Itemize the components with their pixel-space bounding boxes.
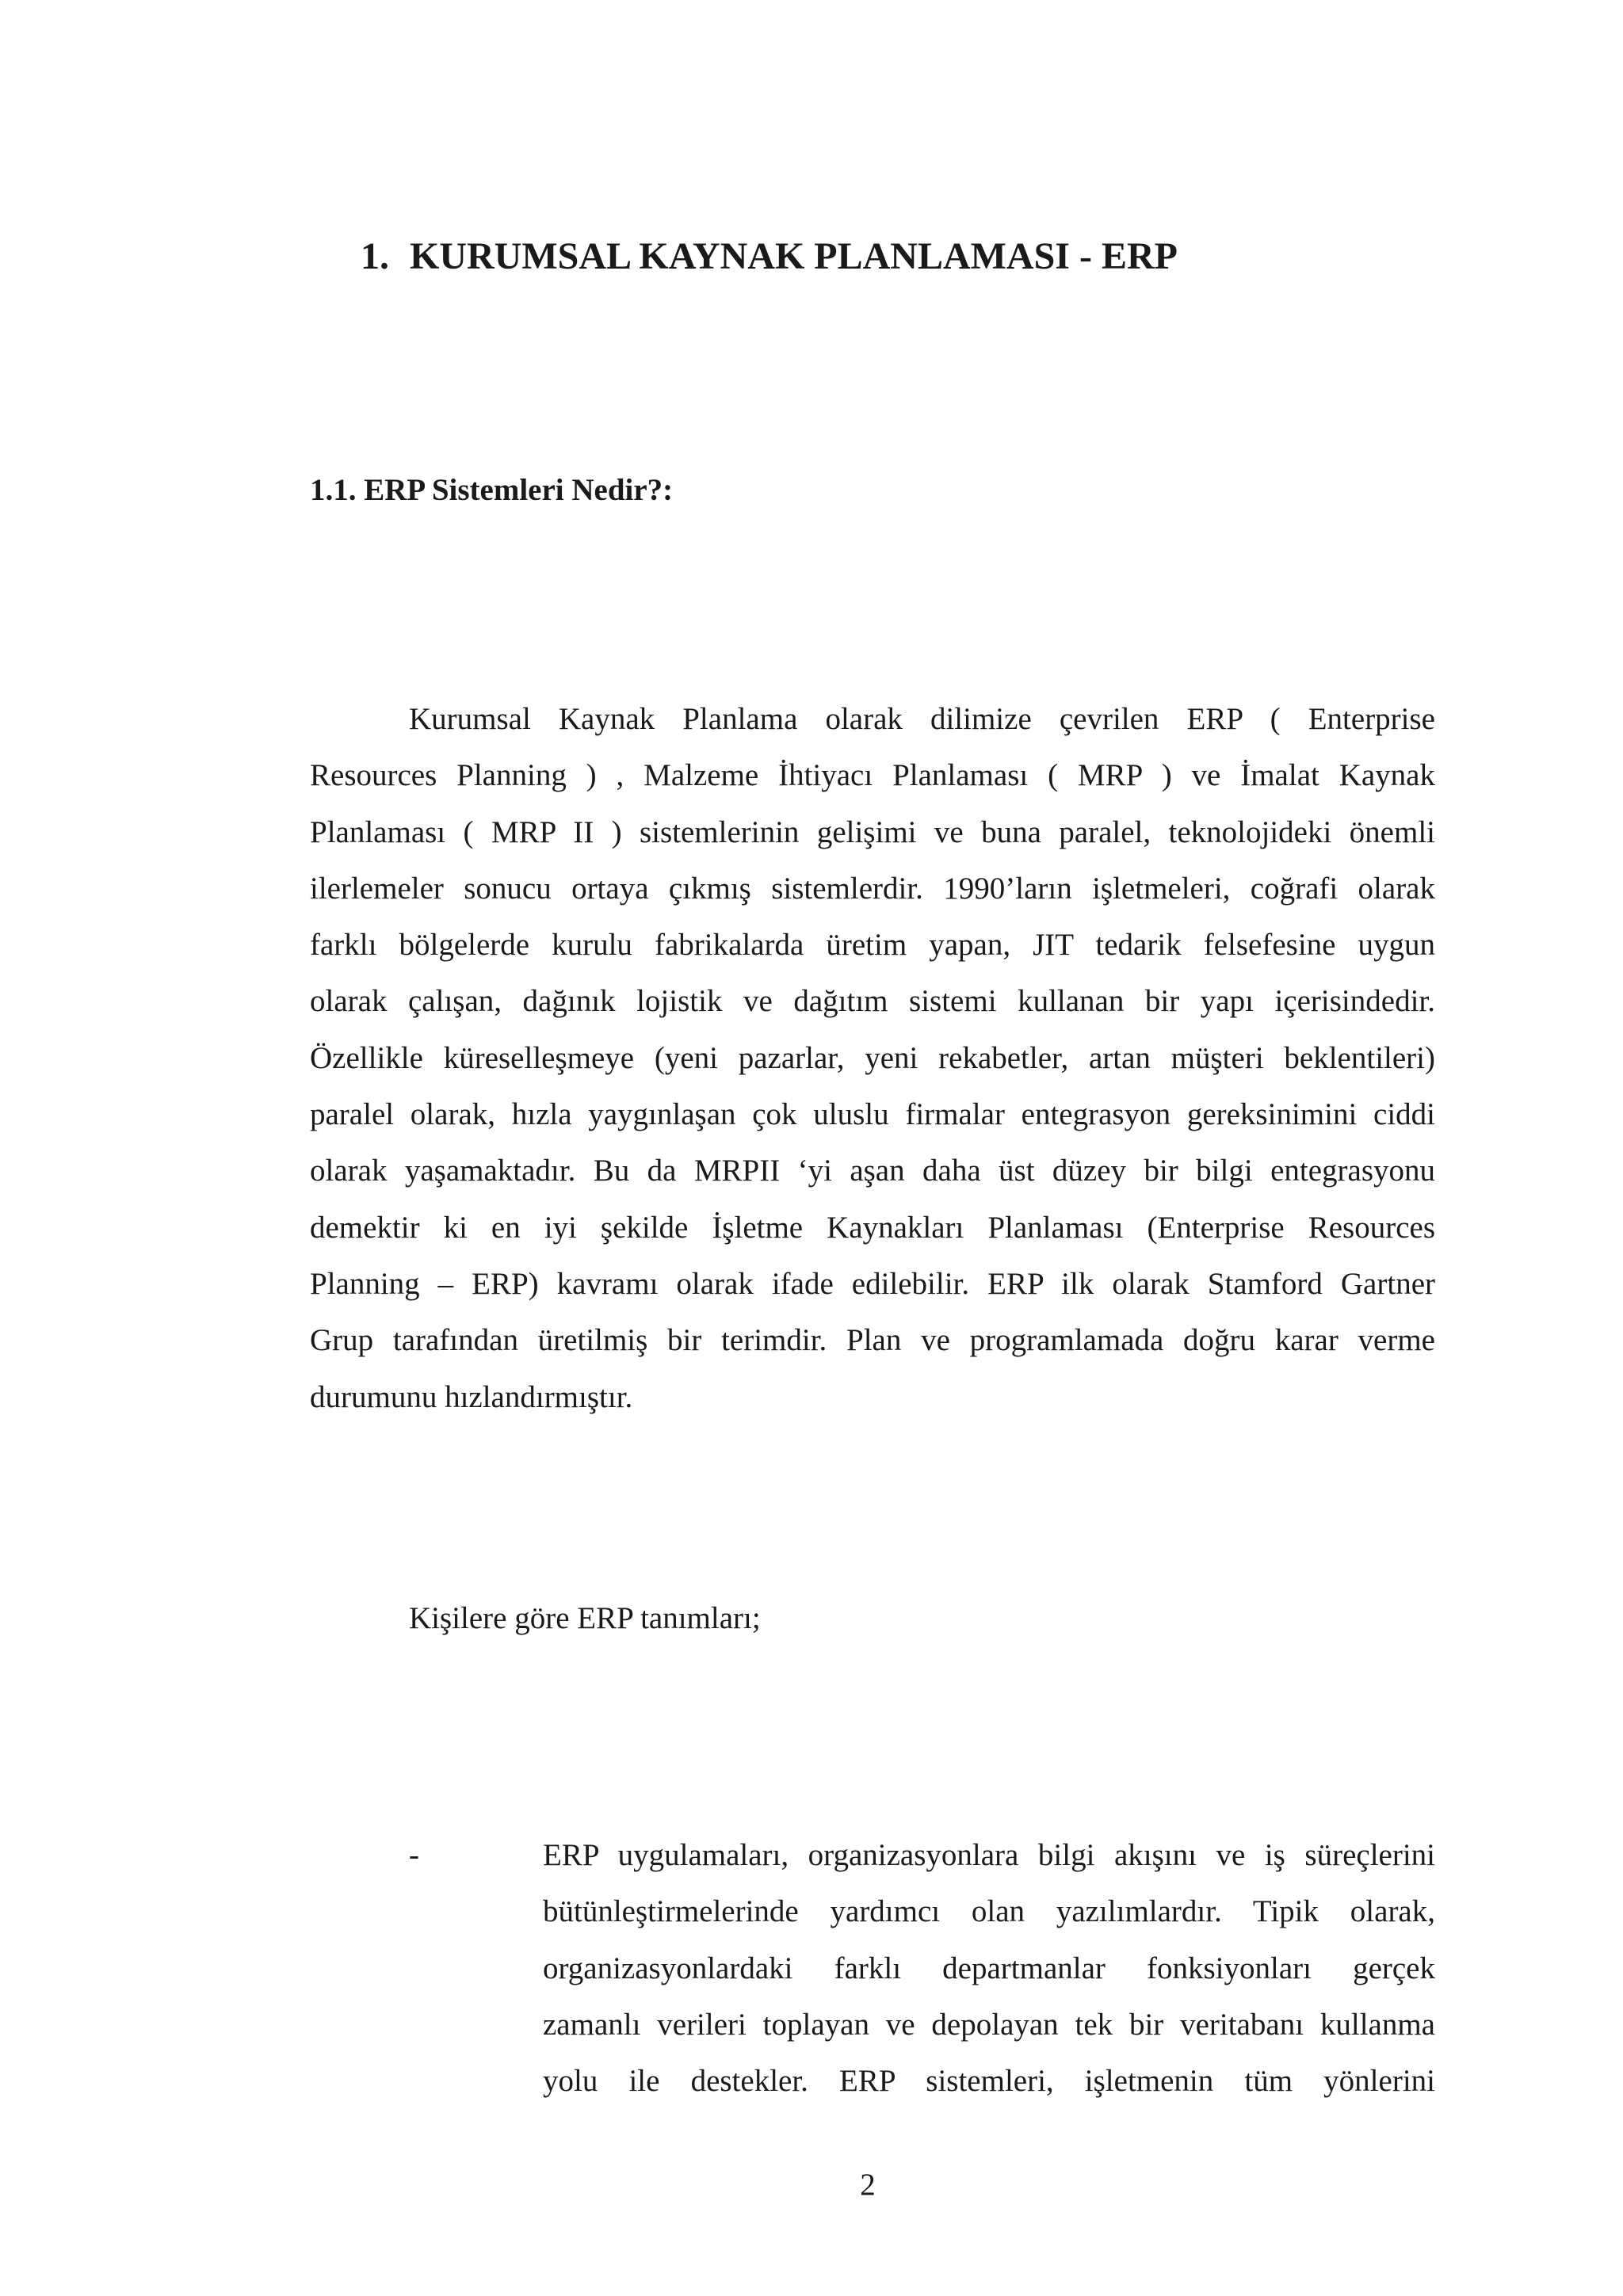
definition-line: ERP uygulamaları, organizasyonlara bilgi akışını ve iş süreçlerini xyxy=(543,1838,1435,1872)
chapter-heading xyxy=(361,235,1178,278)
paragraph-line: olarak çalışan, dağınık lojistik ve dağıtım sistemi kullanan bir yapı içerisindedir. xyxy=(310,984,1435,1019)
definition-line: zamanlı verileri toplayan ve depolayan tek bir veritabanı kullanma xyxy=(543,2007,1435,2042)
paragraph-line: Grup tarafından üretilmiş bir terimdir. Plan ve programlamada doğru karar verme xyxy=(310,1323,1435,1358)
paragraph-line: farklı bölgelerde kurulu fabrikalarda üretim yapan, JIT tedarik felsefesine uygun xyxy=(310,928,1435,963)
definition-line: yolu ile destekler. ERP sistemleri, işletmenin tüm yönlerini xyxy=(543,2064,1435,2099)
bullet-dash-marker: - xyxy=(409,1838,419,1872)
paragraph-line: durumunu hızlandırmıştır. xyxy=(310,1379,633,1414)
definition-line: organizasyonlardaki farklı departmanlar fonksiyonları gerçek xyxy=(543,1951,1435,1985)
paragraph-line: Planning – ERP) kavramı olarak ifade edilebilir. ERP ilk olarak Stamford Gartner xyxy=(310,1266,1435,1301)
chapter-title: KURUMSAL KAYNAK PLANLAMASI - ERP xyxy=(410,235,1178,277)
definitions-lead-in: Kişilere göre ERP tanımları; xyxy=(409,1601,761,1635)
paragraph-line: Kurumsal Kaynak Planlama olarak dilimize çevrilen ERP ( Enterprise xyxy=(409,702,1435,736)
paragraph-line: paralel olarak, hızla yaygınlaşan çok uluslu firmalar entegrasyon gereksinimini ciddi xyxy=(310,1097,1435,1132)
paragraph-line: ilerlemeler sonucu ortaya çıkmış sistemlerdir. 1990’ların işletmeleri, coğrafi olarak xyxy=(310,871,1435,906)
page-number: 2 xyxy=(860,2168,876,2202)
section-heading: 1.1. ERP Sistemleri Nedir?: xyxy=(310,473,674,507)
paragraph-line: Resources Planning ) , Malzeme İhtiyacı Planlaması ( MRP ) ve İmalat Kaynak xyxy=(310,758,1435,793)
paragraph-line: Özellikle küreselleşmeye (yeni pazarlar, yeni rekabetler, artan müşteri beklentileri) xyxy=(310,1040,1435,1075)
main-paragraph xyxy=(310,691,1435,1425)
paragraph-line: demektir ki en iyi şekilde İşletme Kaynakları Planlaması (Enterprise Resources xyxy=(310,1210,1435,1245)
definition-text xyxy=(543,1827,1435,2109)
paragraph-line: olarak yaşamaktadır. Bu da MRPII ‘yi aşan daha üst düzey bir bilgi entegrasyonu xyxy=(310,1154,1435,1188)
paragraph-line: Planlaması ( MRP II ) sistemlerinin gelişimi ve buna paralel, teknolojideki önemli xyxy=(310,814,1435,849)
chapter-number: 1. xyxy=(361,235,389,277)
definition-line: bütünleştirmelerinde yardımcı olan yazılımlardır. Tipik olarak, xyxy=(543,1894,1435,1929)
